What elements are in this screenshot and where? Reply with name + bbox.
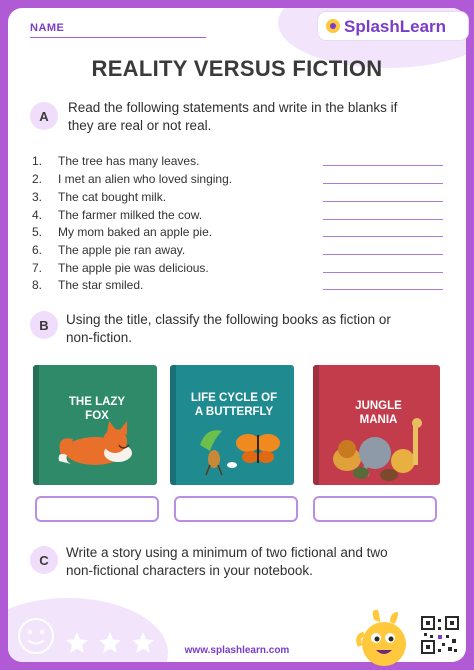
statement-item <box>32 190 166 204</box>
answer-blank[interactable] <box>323 219 443 220</box>
book-answer-box[interactable] <box>35 496 159 522</box>
section-a-instruction <box>68 99 397 135</box>
qr-code-icon <box>418 613 462 657</box>
statement-number: 8. <box>32 278 43 292</box>
book-title-line1: THE LAZY <box>68 396 126 408</box>
answer-blank[interactable] <box>323 165 443 166</box>
statement-item <box>32 261 209 275</box>
splash-icon <box>325 18 341 34</box>
answer-blank[interactable] <box>323 254 443 255</box>
mascot-icon <box>356 606 412 668</box>
book-title-line2: A BUTTERFLY <box>194 406 274 418</box>
section-c-instruction-line1: Write a story using a minimum of two fictional and two <box>66 545 388 560</box>
statement-text: The apple pie ran away. <box>58 243 186 257</box>
book-cover-lazy-fox <box>33 365 157 485</box>
book-title-line2: FOX <box>85 410 109 422</box>
statement-text: The tree has many leaves. <box>58 154 200 168</box>
statement-item <box>32 208 202 222</box>
answer-blank[interactable] <box>323 236 443 237</box>
statement-text: My mom baked an apple pie. <box>58 225 213 239</box>
section-a-instruction-line2: they are real or not real. <box>68 118 212 133</box>
brand-logo <box>318 12 468 40</box>
book-title-line2: MANIA <box>359 414 398 426</box>
fox-icon <box>33 365 157 485</box>
statement-item <box>32 243 185 257</box>
book-cover-jungle-mania <box>313 365 440 485</box>
answer-blank[interactable] <box>323 183 443 184</box>
statement-number: 2. <box>32 172 43 186</box>
statement-text: The farmer milked the cow. <box>58 208 203 222</box>
statement-number: 7. <box>32 261 43 275</box>
section-a-badge: A <box>30 102 58 130</box>
section-b-instruction-line2: non-fiction. <box>66 330 133 345</box>
statement-item <box>32 154 199 168</box>
book-title-line1: JUNGLE <box>355 400 402 412</box>
section-c-instruction <box>66 544 388 580</box>
book-title-line1: LIFE CYCLE OF <box>190 392 278 404</box>
statement-number: 4. <box>32 208 43 222</box>
statement-text: I met an alien who loved singing. <box>58 172 233 186</box>
book-cover-life-cycle-butterfly <box>170 365 294 485</box>
book-answer-box[interactable] <box>174 496 298 522</box>
book-answer-box[interactable] <box>313 496 437 522</box>
statement-text: The apple pie was delicious. <box>58 261 209 275</box>
section-b-instruction-line1: Using the title, classify the following books as fiction or <box>66 312 391 327</box>
section-c-badge: C <box>30 546 58 574</box>
butterfly-icon <box>170 365 294 485</box>
statement-item <box>32 172 232 186</box>
footer-url: www.splashlearn.com <box>184 645 290 656</box>
statement-text: The star smiled. <box>58 278 144 292</box>
statement-text: The cat bought milk. <box>58 190 167 204</box>
brand-name: SplashLearn <box>344 17 447 36</box>
section-a-instruction-line1: Read the following statements and write in the blanks if <box>68 100 398 115</box>
section-b-badge: B <box>30 311 58 339</box>
statement-item <box>32 278 143 292</box>
section-b-instruction <box>66 311 391 347</box>
name-label: NAME <box>30 22 65 34</box>
answer-blank[interactable] <box>323 201 443 202</box>
jungle-animals-icon <box>313 365 440 485</box>
page-title: REALITY VERSUS FICTION <box>91 56 383 81</box>
name-line <box>30 37 206 38</box>
statement-number: 6. <box>32 243 43 257</box>
statement-item <box>32 225 212 239</box>
answer-blank[interactable] <box>323 289 443 290</box>
statement-number: 1. <box>32 154 43 168</box>
section-c-instruction-line2: non-fictional characters in your notebook. <box>66 563 313 578</box>
answer-blank[interactable] <box>323 272 443 273</box>
statement-number: 3. <box>32 190 43 204</box>
statement-number: 5. <box>32 225 43 239</box>
